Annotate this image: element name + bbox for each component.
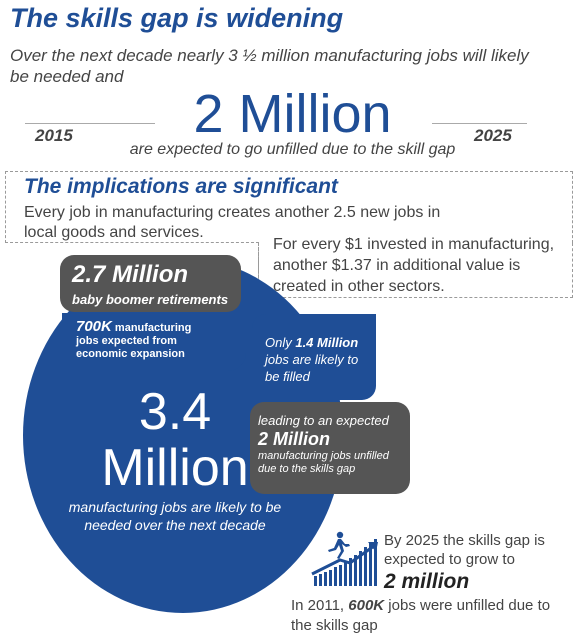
rising-chart-icon xyxy=(310,530,380,588)
circle-number-unit: Million xyxy=(101,439,249,497)
gap-2011-prefix: In 2011, xyxy=(291,597,349,614)
filled-jobs-text xyxy=(265,334,370,385)
headline-subtitle: are expected to go unfilled due to the skill gap xyxy=(129,141,456,158)
gap-2011-number: 600K xyxy=(348,597,385,614)
implications-title: The implications are significant xyxy=(24,175,338,198)
expected-prefix: leading to an expected xyxy=(258,413,389,428)
filled-prefix: Only xyxy=(265,335,296,350)
expansion-label-2: jobs expected from xyxy=(76,335,177,347)
gap-forecast-number: 2 million xyxy=(384,570,470,593)
timeline-right-line xyxy=(432,123,527,124)
year-start: 2015 xyxy=(35,126,73,145)
expansion-text xyxy=(76,320,241,361)
intro-text: Over the next decade nearly 3 ½ million manufacturing jobs will likely be needed and xyxy=(10,46,529,86)
gap-forecast-text: By 2025 the skills gap is expected to grow to xyxy=(384,532,545,568)
retirements-box xyxy=(60,255,241,312)
expansion-label-3: economic expansion xyxy=(76,348,185,360)
expansion-label-1: manufacturing xyxy=(111,322,192,334)
circle-number-value: 3.4 xyxy=(138,383,212,441)
investment-text: For every $1 invested in manufacturing, another $1.37 in additional value is created in other sectors. xyxy=(273,236,555,295)
circle-text: manufacturing jobs are likely to be needed over the next decade xyxy=(68,499,282,533)
running-person-icon xyxy=(328,532,350,559)
gap-2011-suffix: jobs were unfilled due to the skills gap xyxy=(291,597,551,634)
circle-number xyxy=(60,384,290,496)
headline-number: 2 Million xyxy=(193,84,392,144)
plus-icon: + xyxy=(38,296,56,329)
implications-text: Every job in manufacturing creates another 2.5 new jobs in local goods and services. xyxy=(24,204,441,241)
filled-suffix: jobs are likely to be filled xyxy=(265,352,359,384)
filled-number: 1.4 Million xyxy=(295,335,359,350)
expansion-box xyxy=(62,313,246,371)
gap-2011-text xyxy=(291,596,561,636)
expansion-number: 700K xyxy=(76,318,112,335)
expected-label: manufacturing jobs unfilled due to the skills gap xyxy=(258,450,389,475)
year-end: 2025 xyxy=(474,126,512,145)
expected-number: 2 Million xyxy=(258,429,330,449)
page-title: The skills gap is widening xyxy=(10,3,344,33)
retirements-number: 2.7 Million xyxy=(72,261,189,288)
retirements-label: baby boomer retirements xyxy=(72,292,229,307)
